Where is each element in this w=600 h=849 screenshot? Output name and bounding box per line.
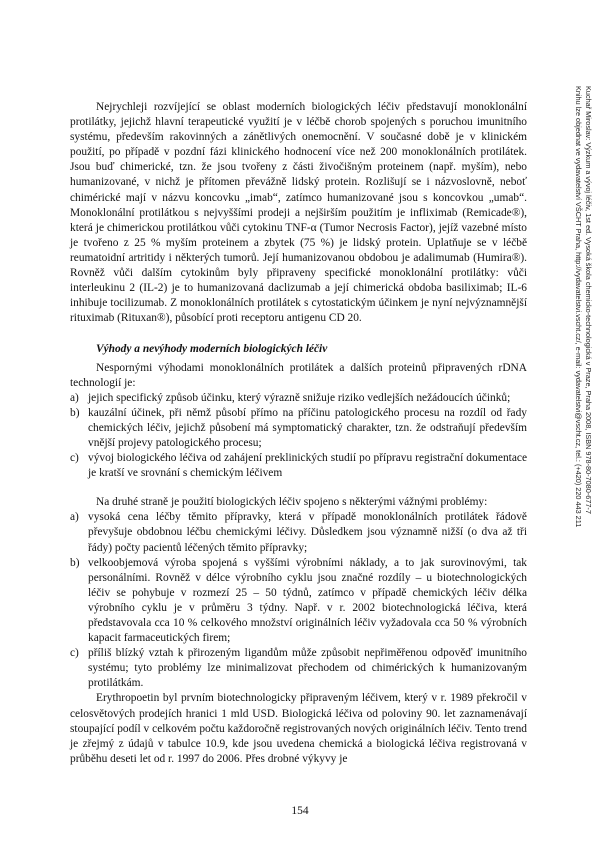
advantages-list (70, 391, 527, 482)
list-item-text: velkoobjemová výroba spojená s vyššími výrobními náklady, a to jak surovinovými, tak personálními. Rovněž v délce výrobního cyklu jsou značné rozdíly – u biotechnologických léčiv se pohybuje v rozmezí 25 – 50 týdnů, zatímco v případě chemických léčiv délka výrobního cyklu je v průměru 3 týdny. Např. v r. 2002 biotechnologická léčiva, která představovala cca 10 % celkového množství originálních léčiv vyžadovala cca 50 % výrobních kapacit farmaceutických firem; (88, 556, 527, 645)
list-marker: c) (70, 647, 79, 660)
body-text (70, 100, 527, 767)
paragraph-advantages-intro: Nespornými výhodami monoklonálních protilátek a dalších proteinů připravených rDNA technologií je: (70, 361, 527, 389)
order-info-line: Knihu lze objednat ve vydavatelství VŠCHT Praha, http://vydavatelstvi.vscht.cz/, e-mail: vydavatelstvi@vscht.cz, tel.: (+420) 220 443 211 (574, 86, 583, 528)
list-item (70, 556, 527, 647)
paragraph-intro: Nejrychleji rozvíjející se oblast moderních biologických léčiv představují monoklonální protilátky, jejichž hlavní terapeutické využití je v léčbě chorob spojených s poruchou imunitního systému, především rakovinných a zánětlivých onemocnění. V současné době je v klinickém použití, po případě v pozdní fázi klinického hodnocení více než 200 monoklonálních protilátek. Jsou buď chimerické, tzn. že jsou tvořeny z části živočišným proteinem (např. myším), nebo humanizované, v nichž je přítomen převážně lidský protein. Rozlišují se i názvoslovně, neboť chimérické mají v názvu koncovku „imab“, zatímco humanizované jsou s koncovkou „umab“. Monoklonální protilátkou s nejvyššími prodeji a nejširším použitím je infliximab (Remicade®), která je chimerickou protilátkou vůči cytokinu TNF-α (Tumor Necrosis Factor), jejíž vazebné místo je tvořeno z 25 % myším proteinem a zbytek (75 %) je lidský protein. Uplatňuje se v léčbě reumatoidní artritidy i některých tumorů. Její humanizovanou obdobou je adalimumab (Humira®). Rovněž vůči dalším cytokinům byly připraveny specifické monoklonální protilátky: vůči interleukinu 2 (IL-2) je to humanizovaná daclizumab a její chimerická obdoba basiliximab; IL-6 inhibuje tocilizumab. Z monoklonálních protilátek s cytostatickým účinkem je nyní nejvýznamnější rituximab (Rituxan®), působící proti receptoru antigenu CD 20. (70, 101, 527, 325)
list-item-text: příliš blízký vztah k přirozeným ligandům může způsobit nepřiměřenou odpověď imunitního systému; tyto problémy lze minimalizovat přechodem od chimérických k humanizovaným protilátkám. (88, 647, 527, 690)
list-item (70, 451, 527, 481)
list-marker: a) (70, 391, 79, 404)
list-marker: c) (70, 452, 79, 465)
paragraph-problems-intro: Na druhé straně je použití biologických léčiv spojeno s některými vážnými problémy: (96, 496, 488, 509)
list-marker: b) (70, 406, 80, 419)
problems-list (70, 510, 527, 691)
list-item (70, 510, 527, 555)
list-item (70, 406, 527, 451)
list-marker: b) (70, 556, 80, 569)
spacer (70, 481, 527, 495)
list-item-text: vývoj biologického léčiva od zahájení preklinických studií po přípravu registrační dokumentace je kratší ve srovnání s chemickým léčivem (88, 452, 527, 480)
side-citation-text (573, 86, 593, 626)
list-item (70, 391, 527, 406)
list-item-text: jejich specifický způsob účinku, který výrazně snižuje riziko vedlejších nežádoucích účinků; (88, 391, 511, 404)
side-citation (553, 86, 593, 606)
page-number: 154 (291, 805, 309, 817)
list-item (70, 646, 527, 691)
citation-line: Kuchař Miroslav: Výzkum a vývoj léčiv, 1st ed. Vysoká škola chemicko-technologická v Praze, Praha 2008, ISBN 978-80-7080-677-7 (584, 86, 593, 514)
paragraph-erythropoetin: Erythropoetin byl prvním biotechnologicky připraveným léčivem, který v r. 1989 překročil v celosvětových prodejích hranici 1 mld USD. Biologická léčiva od poloviny 90. let zaznamenávají stoupající podíl v celkovém počtu každoročně registrovaných nových originálních léčiv. Tento trend je zřejmý z údajů v tabulce 10.9, kde jsou uvedena chemická a biologická léčiva registrovaná v průběhu deseti let od r. 1997 do 2006. Přes drobné výkyvy je (70, 692, 527, 765)
list-item-text: kauzální účinek, při němž působí přímo na příčinu patologického procesu na rozdíl od řady chemických léčiv, jejichž působení má symptomatický charakter, tzn. že odstraňují především vnější projevy patologického procesu; (88, 406, 527, 449)
section-heading: Výhody a nevýhody moderních biologických léčiv (96, 343, 328, 356)
list-item-text: vysoká cena léčby těmito přípravky, která v případě monoklonálních protilátek řádově převyšuje obdobnou léčbu chemickými léčivy. Důsledkem jsou významně nižší (o dva až tři řády) počty pacientů léčených těmito přípravky; (88, 511, 527, 554)
list-marker: a) (70, 511, 79, 524)
